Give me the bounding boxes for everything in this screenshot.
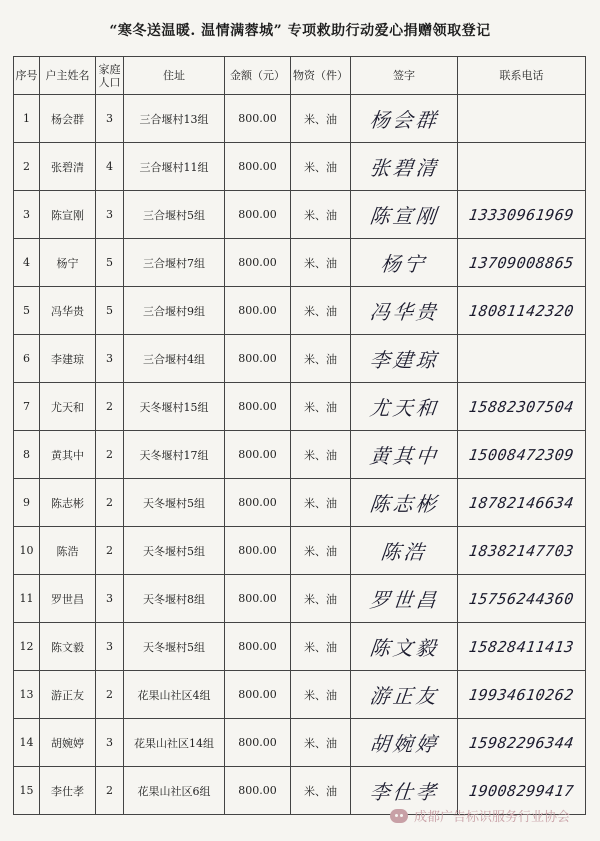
cell-name: 尤天和 xyxy=(40,383,96,431)
cell-phone xyxy=(458,191,586,239)
handwritten-phone: 13709008865 xyxy=(467,253,576,272)
handwritten-signature: 胡婉婷 xyxy=(368,732,440,756)
cell-name: 李仕孝 xyxy=(40,767,96,815)
cell-amount: 800.00 xyxy=(225,95,291,143)
cell-amount: 800.00 xyxy=(225,191,291,239)
cell-name: 黄其中 xyxy=(40,431,96,479)
table-row xyxy=(14,143,586,191)
handwritten-signature: 陈浩 xyxy=(379,540,429,564)
cell-address: 花果山社区6组 xyxy=(124,767,225,815)
table-row xyxy=(14,431,586,479)
table-header-row xyxy=(14,57,586,95)
cell-address: 天冬堰村5组 xyxy=(124,479,225,527)
cell-signature xyxy=(351,431,458,479)
cell-phone xyxy=(458,671,586,719)
cell-population: 5 xyxy=(96,287,124,335)
cell-amount: 800.00 xyxy=(225,719,291,767)
handwritten-signature: 尤天和 xyxy=(368,396,440,420)
cell-signature xyxy=(351,383,458,431)
cell-phone xyxy=(458,623,586,671)
cell-name: 罗世昌 xyxy=(40,575,96,623)
cell-amount: 800.00 xyxy=(225,623,291,671)
header-address: 住址 xyxy=(124,57,225,95)
table-row xyxy=(14,335,586,383)
handwritten-signature: 李建琼 xyxy=(368,348,440,372)
cell-no: 14 xyxy=(14,719,40,767)
cell-name: 胡婉婷 xyxy=(40,719,96,767)
cell-population: 3 xyxy=(96,95,124,143)
cell-address: 三合堰村11组 xyxy=(124,143,225,191)
cell-population: 2 xyxy=(96,431,124,479)
cell-amount: 800.00 xyxy=(225,767,291,815)
cell-population: 2 xyxy=(96,479,124,527)
handwritten-phone: 18382147703 xyxy=(467,541,576,560)
cell-population: 5 xyxy=(96,239,124,287)
cell-amount: 800.00 xyxy=(225,287,291,335)
header-population: 家庭人口 xyxy=(96,57,124,95)
table-row xyxy=(14,719,586,767)
cell-address: 三合堰村4组 xyxy=(124,335,225,383)
cell-amount: 800.00 xyxy=(225,431,291,479)
header-amount: 金额（元） xyxy=(225,57,291,95)
handwritten-phone: 19934610262 xyxy=(467,685,576,704)
cell-population: 3 xyxy=(96,191,124,239)
table-row xyxy=(14,95,586,143)
cell-phone xyxy=(458,479,586,527)
cell-amount: 800.00 xyxy=(225,527,291,575)
cell-signature xyxy=(351,623,458,671)
cell-population: 2 xyxy=(96,671,124,719)
cell-address: 天冬堰村5组 xyxy=(124,527,225,575)
handwritten-signature: 李仕孝 xyxy=(368,780,440,804)
handwritten-phone: 19008299417 xyxy=(467,781,576,800)
cell-no: 15 xyxy=(14,767,40,815)
handwritten-signature: 陈宣刚 xyxy=(368,204,440,228)
cell-phone xyxy=(458,431,586,479)
watermark xyxy=(390,806,600,825)
cell-phone xyxy=(458,335,586,383)
handwritten-phone: 15828411413 xyxy=(467,637,576,656)
cell-name: 张碧清 xyxy=(40,143,96,191)
table-row xyxy=(14,479,586,527)
handwritten-signature: 陈志彬 xyxy=(368,492,440,516)
cell-goods: 米、油 xyxy=(291,623,351,671)
header-signature: 签字 xyxy=(351,57,458,95)
cell-name: 陈宣刚 xyxy=(40,191,96,239)
cell-no: 9 xyxy=(14,479,40,527)
registration-table xyxy=(13,56,586,815)
watermark-text: 成都广告标识服务行业协会 xyxy=(414,810,571,825)
cell-population: 2 xyxy=(96,383,124,431)
cell-goods: 米、油 xyxy=(291,431,351,479)
cell-goods: 米、油 xyxy=(291,527,351,575)
cell-address: 三合堰村9组 xyxy=(124,287,225,335)
cell-signature xyxy=(351,575,458,623)
handwritten-phone: 18782146634 xyxy=(467,493,576,512)
cell-goods: 米、油 xyxy=(291,239,351,287)
cell-address: 花果山社区14组 xyxy=(124,719,225,767)
header-no: 序号 xyxy=(14,57,40,95)
header-phone: 联系电话 xyxy=(458,57,586,95)
cell-goods: 米、油 xyxy=(291,335,351,383)
cell-no: 4 xyxy=(14,239,40,287)
cell-amount: 800.00 xyxy=(225,575,291,623)
cell-goods: 米、油 xyxy=(291,767,351,815)
cell-population: 3 xyxy=(96,575,124,623)
header-name: 户主姓名 xyxy=(40,57,96,95)
header-goods: 物资（件） xyxy=(291,57,351,95)
cell-signature xyxy=(351,239,458,287)
cell-no: 6 xyxy=(14,335,40,383)
cell-signature xyxy=(351,335,458,383)
handwritten-signature: 杨会群 xyxy=(368,108,440,132)
cell-no: 11 xyxy=(14,575,40,623)
page-title: “寒冬送温暖. 温情满蓉城” 专项救助行动爱心捐赠领取登记 xyxy=(109,23,491,39)
cell-amount: 800.00 xyxy=(225,143,291,191)
cell-goods: 米、油 xyxy=(291,143,351,191)
cell-amount: 800.00 xyxy=(225,479,291,527)
cell-population: 4 xyxy=(96,143,124,191)
cell-signature xyxy=(351,527,458,575)
table-row xyxy=(14,623,586,671)
table-row xyxy=(14,383,586,431)
cell-no: 8 xyxy=(14,431,40,479)
cell-signature xyxy=(351,719,458,767)
cell-no: 5 xyxy=(14,287,40,335)
cell-population: 3 xyxy=(96,335,124,383)
cell-no: 2 xyxy=(14,143,40,191)
handwritten-phone: 15756244360 xyxy=(467,589,576,608)
table-row xyxy=(14,575,586,623)
cell-signature xyxy=(351,287,458,335)
cell-amount: 800.00 xyxy=(225,239,291,287)
cell-address: 三合堰村13组 xyxy=(124,95,225,143)
handwritten-phone: 18081142320 xyxy=(467,301,576,320)
cell-phone xyxy=(458,575,586,623)
cell-name: 游正友 xyxy=(40,671,96,719)
table-row xyxy=(14,239,586,287)
cell-goods: 米、油 xyxy=(291,95,351,143)
cell-address: 天冬堰村8组 xyxy=(124,575,225,623)
cell-population: 2 xyxy=(96,527,124,575)
cell-signature xyxy=(351,95,458,143)
wechat-icon xyxy=(390,809,408,823)
cell-goods: 米、油 xyxy=(291,671,351,719)
cell-goods: 米、油 xyxy=(291,479,351,527)
cell-signature xyxy=(351,191,458,239)
cell-amount: 800.00 xyxy=(225,383,291,431)
cell-name: 杨宁 xyxy=(40,239,96,287)
cell-address: 天冬堰村15组 xyxy=(124,383,225,431)
cell-phone xyxy=(458,239,586,287)
handwritten-signature: 杨宁 xyxy=(379,252,429,276)
cell-phone xyxy=(458,383,586,431)
cell-phone xyxy=(458,527,586,575)
cell-population: 2 xyxy=(96,767,124,815)
table-row xyxy=(14,527,586,575)
cell-no: 12 xyxy=(14,623,40,671)
cell-population: 3 xyxy=(96,719,124,767)
handwritten-signature: 张碧清 xyxy=(368,156,440,180)
cell-phone xyxy=(458,95,586,143)
cell-no: 10 xyxy=(14,527,40,575)
cell-name: 冯华贵 xyxy=(40,287,96,335)
cell-phone xyxy=(458,287,586,335)
cell-signature xyxy=(351,671,458,719)
cell-no: 3 xyxy=(14,191,40,239)
cell-name: 杨会群 xyxy=(40,95,96,143)
handwritten-phone: 15008472309 xyxy=(467,445,576,464)
handwritten-phone: 13330961969 xyxy=(467,205,576,224)
cell-population: 3 xyxy=(96,623,124,671)
handwritten-phone: 15882307504 xyxy=(467,397,576,416)
cell-signature xyxy=(351,143,458,191)
cell-goods: 米、油 xyxy=(291,287,351,335)
cell-amount: 800.00 xyxy=(225,671,291,719)
handwritten-signature: 陈文毅 xyxy=(368,636,440,660)
cell-no: 13 xyxy=(14,671,40,719)
cell-address: 三合堰村5组 xyxy=(124,191,225,239)
cell-no: 7 xyxy=(14,383,40,431)
handwritten-signature: 游正友 xyxy=(368,684,440,708)
handwritten-phone: 15982296344 xyxy=(467,733,576,752)
cell-name: 陈志彬 xyxy=(40,479,96,527)
cell-no: 1 xyxy=(14,95,40,143)
cell-goods: 米、油 xyxy=(291,191,351,239)
handwritten-signature: 黄其中 xyxy=(368,444,440,468)
cell-goods: 米、油 xyxy=(291,719,351,767)
cell-phone xyxy=(458,143,586,191)
cell-amount: 800.00 xyxy=(225,335,291,383)
cell-goods: 米、油 xyxy=(291,575,351,623)
cell-address: 花果山社区4组 xyxy=(124,671,225,719)
cell-name: 陈浩 xyxy=(40,527,96,575)
handwritten-signature: 冯华贵 xyxy=(368,300,440,324)
table-row xyxy=(14,191,586,239)
cell-goods: 米、油 xyxy=(291,383,351,431)
cell-name: 陈文毅 xyxy=(40,623,96,671)
cell-address: 三合堰村7组 xyxy=(124,239,225,287)
table-row xyxy=(14,671,586,719)
cell-phone xyxy=(458,719,586,767)
handwritten-signature: 罗世昌 xyxy=(368,588,440,612)
cell-address: 天冬堰村17组 xyxy=(124,431,225,479)
cell-name: 李建琼 xyxy=(40,335,96,383)
cell-address: 天冬堰村5组 xyxy=(124,623,225,671)
cell-signature xyxy=(351,479,458,527)
table-row xyxy=(14,287,586,335)
